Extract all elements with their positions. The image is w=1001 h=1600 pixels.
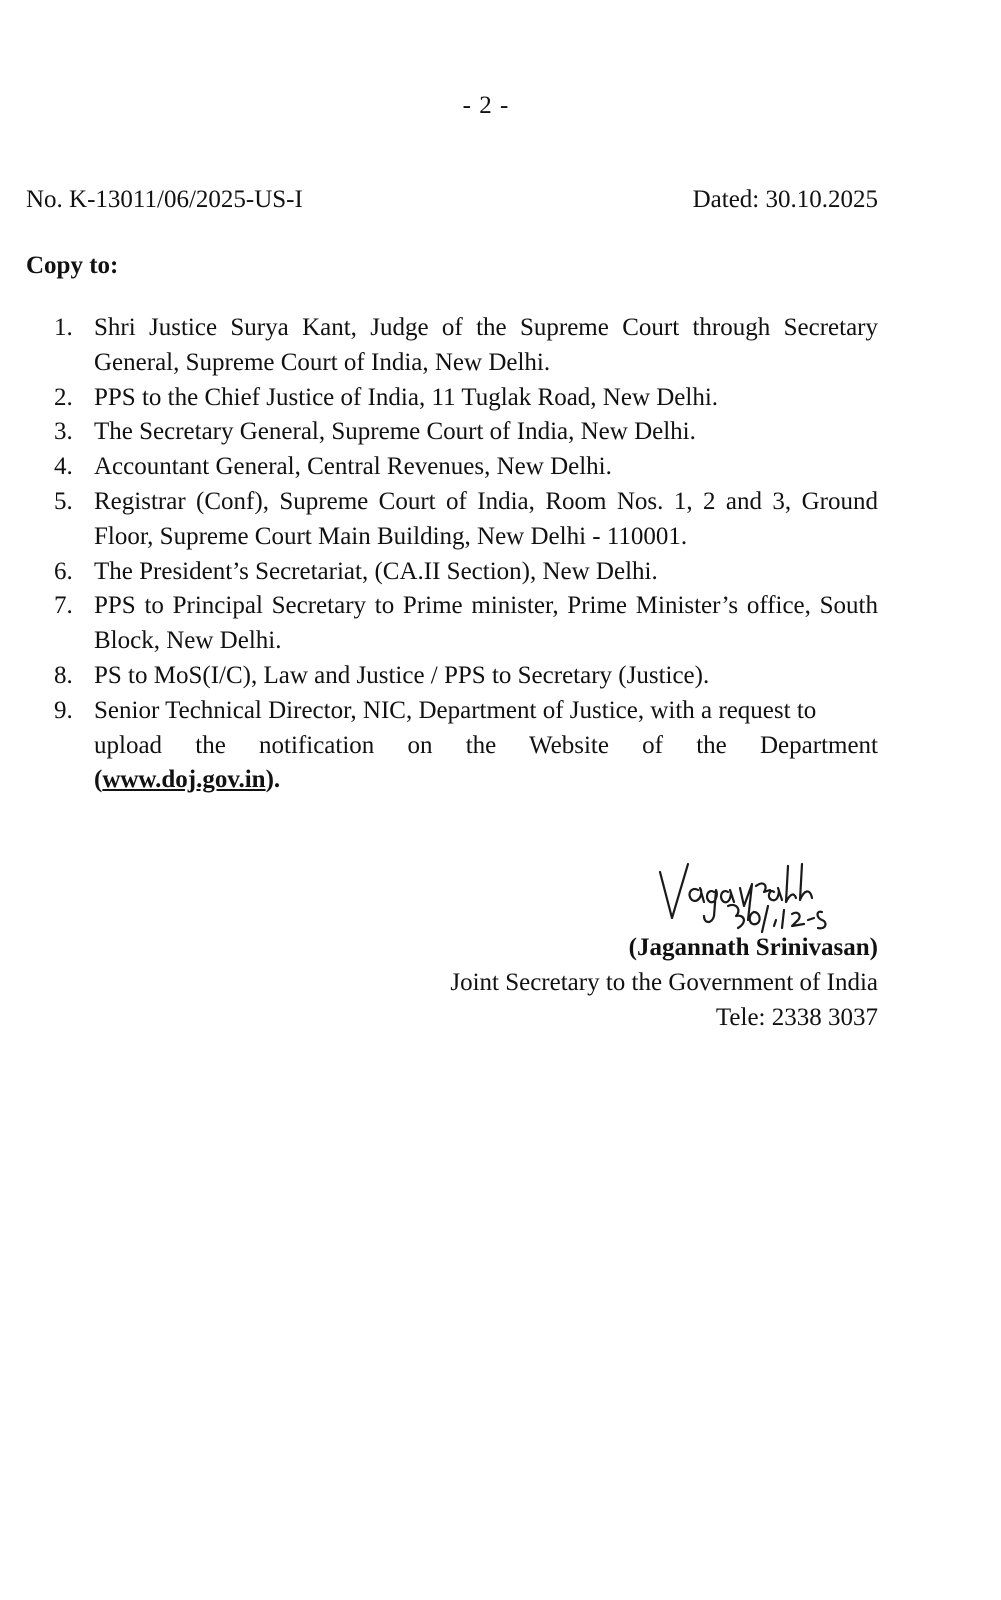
list-item-text: The President’s Secretariat, (CA.II Section), New Delhi.	[94, 557, 658, 585]
list-item	[54, 589, 878, 659]
list-item	[54, 415, 878, 450]
list-item-number: 6.	[54, 557, 73, 585]
list-item-number: 1.	[54, 314, 73, 341]
website-reference	[94, 763, 878, 798]
list-item	[54, 311, 878, 381]
list-item-text: PPS to the Chief Justice of India, 11 Tuglak Road, New Delhi.	[94, 383, 719, 411]
website-open-paren: (	[94, 766, 103, 794]
handwritten-signature	[652, 850, 852, 942]
signatory-name: (Jagannath Srinivasan)	[628, 934, 878, 961]
list-item	[54, 555, 878, 590]
reference-number: No. K-13011/06/2025-US-I	[26, 186, 303, 213]
list-item-number: 3.	[54, 418, 73, 446]
list-item-text: The Secretary General, Supreme Court of India, New Delhi.	[94, 418, 696, 446]
list-item	[54, 694, 878, 798]
website-close-paren: ).	[265, 766, 281, 794]
list-item-text: PS to MoS(I/C), Law and Justice / PPS to Secretary (Justice).	[94, 661, 710, 689]
list-item-number: 8.	[54, 661, 73, 689]
list-item-number: 5.	[54, 487, 73, 515]
reference-date: Dated: 30.10.2025	[692, 186, 878, 213]
list-item-number: 2.	[54, 383, 73, 411]
list-item-number: 4.	[54, 453, 73, 481]
copy-to-list	[54, 311, 878, 798]
list-item	[54, 450, 878, 485]
list-item-text: PPS to Principal Secretary to Prime minister, Prime Minister’s office, South Block, New Delhi.	[94, 592, 878, 655]
list-item-number: 7.	[54, 592, 73, 620]
list-item	[54, 659, 878, 694]
signatory-phone: Tele: 2338 3037	[715, 1004, 878, 1031]
list-item-text: Senior Technical Director, NIC, Department of Justice, with a request to	[94, 696, 817, 724]
list-item-text: Registrar (Conf), Supreme Court of India, Room Nos. 1, 2 and 3, Ground Floor, Supreme Court Main Building, New Delhi - 110001.	[94, 487, 878, 550]
list-item-number: 9.	[54, 696, 73, 724]
list-item-text: Shri Justice Surya Kant, Judge of the Supreme Court through Secretary General, Supreme Court of India, New Delhi.	[94, 314, 878, 376]
signatory-block	[450, 930, 878, 1035]
list-item-text-continued: upload the notification on the Website of the Department	[94, 731, 878, 759]
page-number: - 2 -	[462, 92, 510, 119]
list-item-text: Accountant General, Central Revenues, New Delhi.	[94, 453, 612, 481]
website-link[interactable]: www.doj.gov.in	[102, 766, 266, 794]
list-item	[54, 381, 878, 416]
signatory-designation: Joint Secretary to the Government of India	[450, 969, 878, 996]
copy-to-heading: Copy to:	[26, 252, 119, 279]
list-item	[54, 485, 878, 555]
